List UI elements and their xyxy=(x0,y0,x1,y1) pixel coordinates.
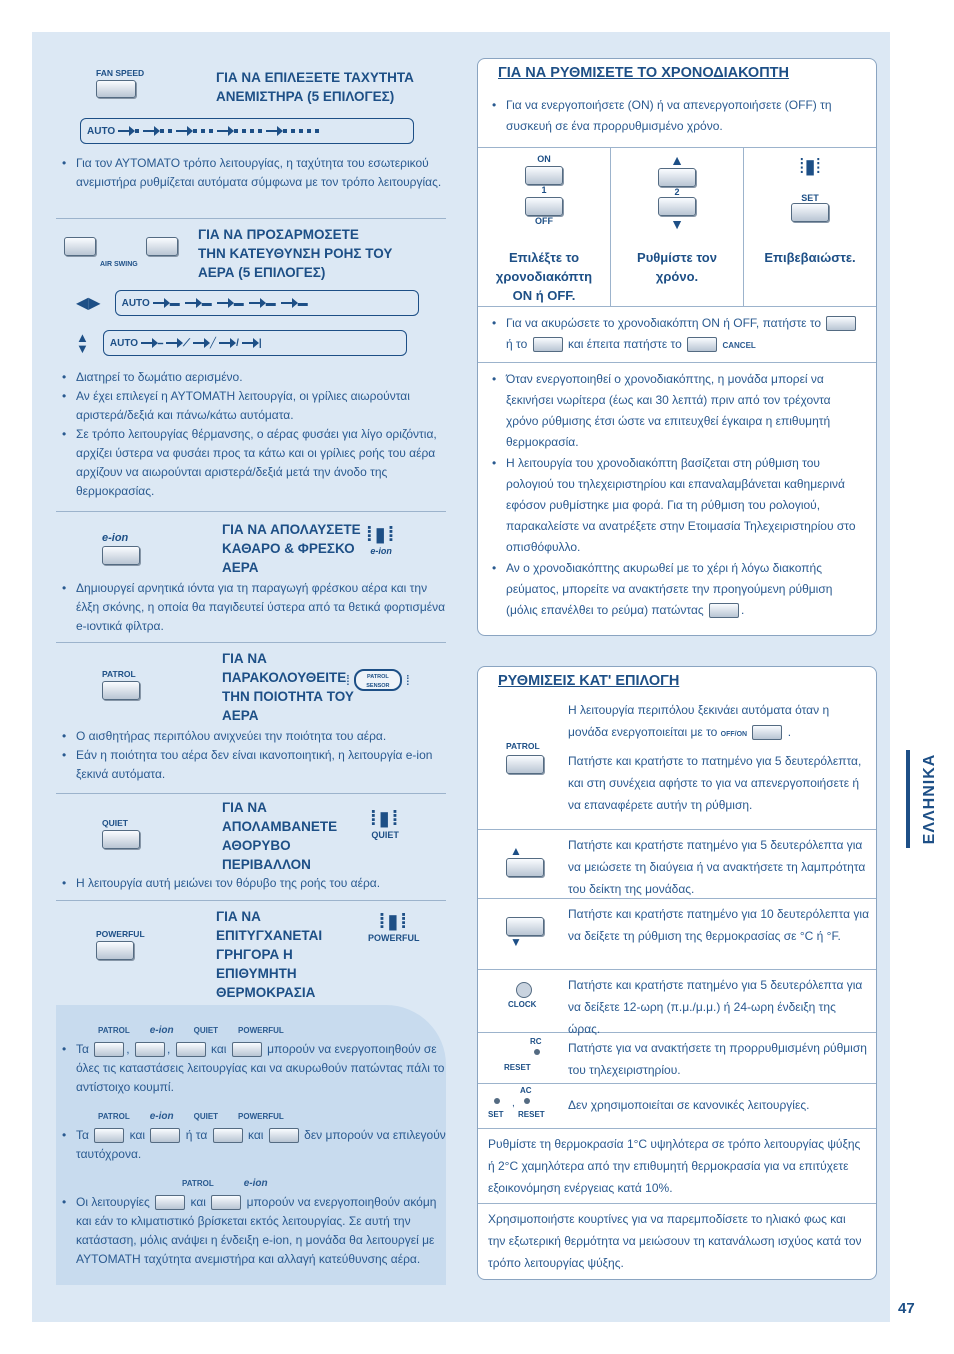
caption-line: ON ή OFF. xyxy=(512,288,576,303)
timer-down-button[interactable] xyxy=(658,197,696,216)
fan-speed-bullets xyxy=(56,154,446,196)
caption-line: χρονοδιακόπτη xyxy=(495,269,593,284)
option-patrol xyxy=(478,695,876,830)
fan-speed-button-label: FAN SPEED xyxy=(96,68,145,78)
quiet-button[interactable] xyxy=(102,830,140,849)
page-number: 47 xyxy=(898,1300,915,1317)
powerful-title-5: ΘΕΡΜΟΚΡΑΣΙΑ xyxy=(216,985,316,1000)
note-2-post: δεν μπορούν να επιλεγούν ταυτόχρονα. xyxy=(76,1128,446,1161)
label-quiet: QUIET xyxy=(193,1026,219,1035)
clock-button[interactable] xyxy=(516,982,532,998)
note-1-button-labels xyxy=(98,1021,446,1040)
powerful-button-inline xyxy=(232,1042,262,1057)
timer-on-button[interactable] xyxy=(525,166,563,185)
timer-step-1 xyxy=(478,148,610,306)
caption-line: χρόνο. xyxy=(655,269,699,284)
label-patrol: PATROL xyxy=(98,1026,130,1035)
air-swing-lr-button[interactable] xyxy=(64,237,96,256)
ac-label: AC xyxy=(520,1086,532,1095)
left-column xyxy=(56,56,446,1269)
options-panel xyxy=(477,666,877,1280)
option-patrol-text-1: Η λειτουργία περιπόλου ξεκινάει αυτόματα όταν η μονάδα ενεργοποιείται με το xyxy=(568,703,830,739)
up-triangle-icon: ▲ xyxy=(670,152,684,168)
timer-bullet: • Όταν ενεργοποιηθεί ο χρονοδιακόπτης, η μονάδα μπορεί να ξεκινήσει νωρίτερα (έως και 30 λεπτά) πριν από τον τρέχοντα χρόνο ρύθμισης έτσι ώστε να επιτευχθεί έγκαιρα η επιθυμητή θερμοκρασία. xyxy=(506,369,866,453)
energy-saving-note: Ρυθμίστε τη θερμοκρασία 1°C υψηλότερα σε τρόπο λειτουργίας ψύξης ή 2°C χαμηλότερα από την επιθυμητή θερμοκρασία για να επιτύχετε εξοικονόμηση ενέργειας κατά 10%. xyxy=(478,1129,876,1204)
air-swing-ud-button[interactable] xyxy=(146,237,178,256)
option-reset-text: Πατήστε για να ανακτήσετε τη προρρυθμισμένη ρύθμιση του τηλεχειριστηρίου. xyxy=(568,1041,867,1077)
note-3-post: μπορούν να ενεργοποιηθούν ακόμη και εάν το κλιματιστικό βρίσκεται εκτός λειτουργίας. Σε αυτή την κατάσταση, μόλις ανάψει η ένδειξη e-ion, η μονάδα θα λειτουργεί με ΑΥΤΟΜΑΤΗ ταχύτητα ανεμιστήρα και αλλαγή κατεύθυνσης αέρα. xyxy=(76,1195,437,1266)
timer-last-bullet-text: Αν ο χρονοδιακόπτης ακυρωθεί με το χέρι ή λόγω διακοπής ρεύματος, μπορείτε να ανακτήσετε την προηγούμενη ρύθμιση (μόλις επανέλθει το ρεύμα) πατώντας xyxy=(506,561,833,617)
note-1: PATROL e-ion QUIET POWERFUL • Τα , , και μπορούν να ενεργοποιηθούν σε όλες τις καταστάσεις λειτουργίας και να ακυρωθούν πατώντας πάλι το αντίστοιχο κουμπί. xyxy=(56,1021,446,1097)
timer-on-label: ON xyxy=(537,154,551,164)
timer-num-2: 2 xyxy=(674,187,680,197)
air-swing-section xyxy=(56,219,446,512)
air-swing-bullet: • Αν έχει επιλεγεί η ΑΥΤΟΜΑΤΗ λειτουργία, οι γρίλιες αιωρούνται αριστερά/δεξιά και πάνω/κάτω αυτόματα. xyxy=(76,387,446,425)
option-patrol-button[interactable] xyxy=(506,755,544,774)
lr-swing-row: ◀▶ AUTO ▬ ▬ ▬ ▬ ▬ xyxy=(76,290,446,316)
powerful-title-1: ΓΙΑ ΝΑ xyxy=(216,909,261,924)
note-1-post: μπορούν να ενεργοποιηθούν σε όλες τις καταστάσεις λειτουργίας και να ακυρωθούν πατώντας πάλι το αντίστοιχο κουμπί. xyxy=(76,1042,445,1094)
set-button[interactable] xyxy=(494,1098,500,1104)
cancel-button-label: CANCEL xyxy=(722,341,756,350)
option-ac-reset xyxy=(478,1084,876,1129)
sidebar-label: ΕΛΛΗΝΙΚΑ xyxy=(921,753,938,845)
note-2-and2: και xyxy=(248,1128,264,1142)
lr-seq-auto: AUTO xyxy=(121,297,150,309)
fan-seq-auto: AUTO xyxy=(87,125,116,137)
air-swing-title-1: ΓΙΑ ΝΑ ΠΡΟΣΑΡΜΟΣΕΤΕ xyxy=(198,227,359,242)
fan-speed-title-2: ΑΝΕΜΙΣΤΗΡΑ (5 ΕΠΙΛΟΓΕΣ) xyxy=(216,89,395,104)
label-patrol: PATROL xyxy=(182,1179,214,1188)
timer-bullet: • Αν ο χρονοδιακόπτης ακυρωθεί με το χέρι ή λόγω διακοπής ρεύματος, μπορείτε να ανακτήσετε την προηγούμενη ρύθμιση (μόλις επανέλθει το ρεύμα) πατώντας . xyxy=(506,558,866,621)
quiet-title-3: ΑΘΟΡΥΒΟ xyxy=(222,838,291,853)
arrow-icon xyxy=(143,130,157,132)
patrol-bullet: • Ο αισθητήρας περιπόλου ανιχνεύει την ποιότητα του αέρα. xyxy=(76,727,446,746)
reset-label: RESET xyxy=(504,1063,531,1072)
quiet-button-inline xyxy=(213,1128,243,1143)
option-up-icon-cell xyxy=(478,830,562,898)
timer-off-label: OFF xyxy=(535,216,553,226)
powerful-button-inline xyxy=(269,1128,299,1143)
option-clock-text: Πατήστε και κρατήστε πατημένο για 5 δευτερόλεπτα για να δείξετε 12-ωρη (π.μ./μ.μ.) ή 24-ωρη ένδειξη της ώρας. xyxy=(568,978,863,1036)
ud-seq-auto: AUTO xyxy=(109,337,139,349)
option-patrol-label: PATROL xyxy=(506,741,540,751)
note-3-and: και xyxy=(190,1195,206,1209)
indicator-lamp-icon: ⁞▮⁞ xyxy=(366,524,397,546)
down-triangle-icon: ▼ xyxy=(510,935,522,949)
powerful-indicator-label: POWERFUL xyxy=(368,933,420,943)
powerful-button-label: POWERFUL xyxy=(96,929,145,939)
rc-label: RC xyxy=(530,1037,542,1046)
air-swing-title-3: ΑΕΡΑ (5 ΕΠΙΛΟΓΕΣ) xyxy=(198,265,326,280)
timer-bullets xyxy=(478,363,876,627)
rc-reset-button[interactable] xyxy=(534,1049,540,1055)
note-1-and: και xyxy=(210,1042,227,1056)
left-right-arrow-icon: ◀▶ xyxy=(76,295,101,312)
cancel-or: ή xyxy=(506,337,513,351)
eion-section xyxy=(56,512,446,643)
timer-cancel-list xyxy=(478,307,876,363)
fan-speed-section xyxy=(56,56,446,219)
note-2: PATROL e-ion QUIET POWERFUL • Τα και ή τα και δεν μπορούν να επιλεγούν ταυτόχρονα. xyxy=(56,1107,446,1164)
timer-title: ΓΙΑ ΝΑ ΡΥΘΜΙΣΕΤΕ ΤΟ ΧΡΟΝΟΔΙΑΚΟΠΤΗ xyxy=(498,65,790,81)
caption-line: Ρυθμίστε τον xyxy=(637,250,717,265)
option-down-button[interactable] xyxy=(506,917,544,936)
timer-step-2 xyxy=(610,148,743,306)
indicator-lamp-icon: ⁞▮⁞ xyxy=(798,156,822,178)
clock-label: CLOCK xyxy=(508,1000,537,1009)
up-triangle-icon: ▲ xyxy=(510,844,522,858)
on-button-inline xyxy=(826,316,856,331)
cancel-pre: Για να ακυρώσετε το χρονοδιακόπτη ON ή OFF, πατήστε το xyxy=(506,316,822,330)
option-rc-reset xyxy=(478,1033,876,1084)
down-triangle-icon: ▼ xyxy=(670,216,684,232)
eion-title-2: ΚΑΘΑΡΟ & ΦΡΕΣΚΟ xyxy=(222,541,355,556)
eion-button-inline xyxy=(135,1042,165,1057)
notes-section xyxy=(56,1011,446,1269)
air-swing-bullets xyxy=(56,368,446,505)
arrow-icon xyxy=(266,130,280,132)
note-2-pre: Τα xyxy=(76,1128,89,1142)
powerful-title-2: ΕΠΙΤΥΓΧΑΝΕΤΑΙ xyxy=(216,928,323,943)
patrol-sensor-label: PATROL SENSOR xyxy=(354,669,402,691)
curtains-note: Χρησιμοποιήστε κουρτίνες για να παρεμποδίσετε το ηλιακό φως και την εξωτερική θερμότητα να μειώσουν τη κατανάλωση ισχύος κατά τον τρόπο λειτουργίας ψύξης. xyxy=(488,1212,862,1270)
cancel-to: το xyxy=(516,337,528,351)
set-button-inline xyxy=(709,603,739,618)
reset-label: RESET xyxy=(518,1110,545,1119)
eion-title-1: ΓΙΑ ΝΑ ΑΠΟΛΑΥΣΕΤΕ xyxy=(222,522,361,537)
option-down-text: Πατήστε και κρατήστε πατημένο για 10 δευτερόλεπτα για να δείξετε τη ρύθμιση της θερμοκρασίας σε °C ή °F. xyxy=(568,907,870,943)
offon-button-inline xyxy=(752,725,782,740)
signal-right-icon: ⁞ xyxy=(405,672,410,688)
quiet-title-2: ΑΠΟΛΑΜΒΑΝΕΤΕ xyxy=(222,819,338,834)
patrol-button-inline xyxy=(155,1195,185,1210)
eion-button[interactable] xyxy=(102,546,140,565)
offon-label: OFF/ON xyxy=(720,731,748,738)
option-up xyxy=(478,830,876,899)
patrol-bullet: • Εάν η ποιότητα του αέρα δεν είναι ικανοποιητική, η λειτουργία e-ion ξεκινά αυτόματα. xyxy=(76,746,446,784)
separator: , xyxy=(512,1098,515,1109)
eion-indicator xyxy=(366,524,396,556)
air-swing-bullet: • Σε τρόπο λειτουργίας θέρμανσης, ο αέρας φυσάει για λίγο οριζόντια, αρχίζει ύστερα να φυσάει προς τα κάτω και οι γρίλιες ροής του αέρα αρχίζουν να αιωρούνται αριστερά/δεξιά μετά την άνοδο της θερμοκρασίας. xyxy=(76,425,446,501)
quiet-bullet: • Η λειτουργία αυτή μειώνει τον θόρυβο της ροής του αέρα. xyxy=(76,874,446,893)
air-swing-title-2: ΤΗΝ ΚΑΤΕΥΘΥΝΣΗ ΡΟΗΣ ΤΟΥ xyxy=(198,246,393,261)
patrol-bullets xyxy=(56,727,446,788)
patrol-button[interactable] xyxy=(102,681,140,700)
timer-set-button[interactable] xyxy=(791,203,829,222)
quiet-bullets xyxy=(56,874,446,897)
option-down-icon-cell xyxy=(478,899,562,969)
timer-step-3 xyxy=(743,148,876,306)
quiet-title-4: ΠΕΡΙΒΑΛΛΟΝ xyxy=(222,857,311,872)
note-2-or: ή τα xyxy=(185,1128,208,1142)
powerful-section xyxy=(56,901,446,1011)
arrow-icon xyxy=(217,130,231,132)
patrol-button-inline xyxy=(94,1128,124,1143)
up-down-arrow-icon: ▲ ▼ xyxy=(76,330,89,356)
ud-swing-row: ▲ ▼ AUTO ⎯ ⟋ ╱ / | xyxy=(76,330,446,356)
note-3-button-labels xyxy=(182,1174,446,1193)
indicator-lamp-icon: ⁞▮⁞ xyxy=(378,911,409,933)
signal-left-icon: ⁞ xyxy=(346,672,350,688)
arrow-icon xyxy=(176,130,190,132)
label-eion: e-ion xyxy=(149,1025,174,1036)
eion-button-label: e-ion xyxy=(102,532,129,544)
eion-indicator-label: e-ion xyxy=(370,546,392,556)
option-patrol-text: Η λειτουργία περιπόλου ξεκινάει αυτόματα όταν η μονάδα ενεργοποιείται με το OFF/ON . Πατήστε και κρατήστε το πατημένο για 5 δευτερόλεπτα, και στη συνέχεια αφήστε το για να απενεργοποιήσετε ή να επαναφέρετε αυτήν τη ρύθμιση. xyxy=(562,695,876,829)
quiet-title-1: ΓΙΑ ΝΑ xyxy=(222,800,267,815)
ac-reset-button[interactable] xyxy=(524,1098,530,1104)
powerful-title-3: ΓΡΗΓΟΡΑ Η xyxy=(216,947,293,962)
indicator-lamp-icon: ⁞▮⁞ xyxy=(370,808,401,830)
label-quiet: QUIET xyxy=(193,1112,219,1121)
label-powerful: POWERFUL xyxy=(238,1112,284,1121)
note-1-pre: Τα xyxy=(76,1042,89,1056)
eion-bullet: • Δημιουργεί αρνητικά ιόντα για τη παραγωγή φρέσκου αέρα και την έλξη σκόνης, η οποία θα παγιδευτεί ύστερα από τα θετικά φορτισμένα e-ιοντικά φίλτρα. xyxy=(76,579,446,636)
caption-line: Επιλέξτε το xyxy=(508,250,580,265)
sidebar-bar xyxy=(906,750,910,848)
option-rc-reset-icon-cell xyxy=(478,1033,562,1083)
eion-button-inline xyxy=(211,1195,241,1210)
note-2-button-labels xyxy=(98,1107,446,1126)
eion-button-inline xyxy=(150,1128,180,1143)
option-clock xyxy=(478,970,876,1036)
label-eion: e-ion xyxy=(243,1178,268,1189)
timer-intro-list xyxy=(478,87,876,147)
patrol-title-1: ΓΙΑ ΝΑ xyxy=(222,651,267,666)
option-clock-icon-cell xyxy=(478,970,562,1032)
timer-bullet: • Η λειτουργία του χρονοδιακόπτη βασίζεται στη ρύθμιση του ρολογιού του τηλεχειριστηρίου και επαναλαμβάνεται καθημερινά εφόσον ρυθμίστηκε μια φορά. Για τη ρύθμιση του ρολογιού, παρακαλείστε να ανατρέξετε στην Ετοιμασία Τηλεχειριστηρίου στο οπισθόφυλλο. xyxy=(506,453,866,558)
timer-set-label: SET xyxy=(801,193,819,203)
patrol-title-3: ΤΗΝ ΠΟΙΟΤΗΤΑ ΤΟΥ xyxy=(222,689,354,704)
set-label: SET xyxy=(488,1110,504,1119)
timer-steps xyxy=(478,147,876,307)
note-3: PATROL e-ion • Οι λειτουργίες και μπορούν να ενεργοποιηθούν ακόμη και εάν το κλιματιστικό βρίσκεται εκτός λειτουργίας. Σε αυτή την κατάσταση, μόλις ανάψει η ένδειξη e-ion, η μονάδα θα λειτουργεί με ΑΥΤΟΜΑΤΗ ταχύτητα ανεμιστήρα και αλλαγή κατεύθυνσης αέρα. xyxy=(56,1174,446,1269)
option-patrol-icon-cell xyxy=(478,695,562,829)
timer-step-3-caption: Επιβεβαιώστε. xyxy=(764,250,856,265)
off-button-inline xyxy=(533,337,563,352)
timer-num-1: 1 xyxy=(541,185,547,195)
option-up-button[interactable] xyxy=(506,858,544,877)
quiet-button-label: QUIET xyxy=(102,818,128,828)
powerful-title-4: ΕΠΙΘΥΜΗΤΗ xyxy=(216,966,297,981)
option-ac-reset-icon-cell xyxy=(478,1084,562,1128)
label-patrol: PATROL xyxy=(98,1112,130,1121)
powerful-indicator xyxy=(368,911,420,943)
fan-speed-button[interactable] xyxy=(96,80,136,98)
option-patrol-text-2: Πατήστε και κρατήστε το πατημένο για 5 δευτερόλεπτα, και στη συνέχεια αφήστε το για να απενεργοποιήσετε ή να επαναφέρετε αυτήν τη ρύθμιση. xyxy=(568,754,862,812)
arrow-icon xyxy=(118,130,132,132)
cancel-button-inline xyxy=(687,337,717,352)
label-powerful: POWERFUL xyxy=(238,1026,284,1035)
patrol-button-inline xyxy=(94,1042,124,1057)
cancel-then: και έπειτα πατήστε το xyxy=(567,337,682,351)
fan-speed-bullet: • Για τον ΑΥΤΟΜΑΤΟ τρόπο λειτουργίας, η ταχύτητα του εσωτερικού ανεμιστήρα ρυθμίζεται αυτόματα σύμφωνα με τον τρόπο λειτουργίας. xyxy=(76,154,446,192)
quiet-section xyxy=(56,794,446,901)
fan-speed-sequence xyxy=(80,118,414,144)
air-swing-bullet: • Διατηρεί το δωμάτιο αερισμένο. xyxy=(76,368,446,387)
eion-title-3: ΑΕΡΑ xyxy=(222,560,259,575)
patrol-title-4: ΑΕΡΑ xyxy=(222,708,259,723)
options-title: ΡΥΘΜΙΣΕΙΣ ΚΑΤ' ΕΠΙΛΟΓΗ xyxy=(498,673,680,689)
eion-bullets xyxy=(56,579,446,640)
timer-up-button[interactable] xyxy=(658,168,696,187)
patrol-button-label: PATROL xyxy=(102,669,136,679)
option-up-text: Πατήστε και κρατήστε πατημένο για 5 δευτερόλεπτα για να μειώσετε τη διαύγεια ή να ανακτήσετε τη λαμπρότητα του δείκτη της μονάδας. xyxy=(568,838,866,896)
quiet-indicator-label: QUIET xyxy=(371,830,399,840)
patrol-title-2: ΠΑΡΑΚΟΛΟΥΘΕΙΤΕ xyxy=(222,670,347,685)
note-3-pre: Οι λειτουργίες xyxy=(76,1195,150,1209)
timer-off-button[interactable] xyxy=(525,197,563,216)
timer-intro: • Για να ενεργοποιήσετε (ON) ή να απενεργοποιήσετε (OFF) τη συσκευή σε ένα προρρυθμισμένο χρόνο. xyxy=(506,95,866,137)
patrol-section xyxy=(56,643,446,794)
note-2-and: και xyxy=(129,1128,146,1142)
timer-step-1-caption xyxy=(478,248,610,305)
timer-step-2-caption xyxy=(611,248,743,286)
air-swing-button-label: AIR SWING xyxy=(100,261,138,268)
label-eion: e-ion xyxy=(149,1111,174,1122)
option-ac-text: Δεν χρησιμοποιείται σε κανονικές λειτουργίες. xyxy=(568,1098,810,1112)
option-down xyxy=(478,899,876,970)
fan-speed-title-1: ΓΙΑ ΝΑ ΕΠΙΛΕΞΕΤΕ ΤΑΧΥΤΗΤΑ xyxy=(216,70,414,85)
language-sidebar xyxy=(900,750,954,848)
powerful-button[interactable] xyxy=(96,941,134,960)
quiet-indicator xyxy=(370,808,400,840)
timer-cancel xyxy=(506,313,866,356)
patrol-sensor-indicator xyxy=(346,669,410,691)
quiet-button-inline xyxy=(176,1042,206,1057)
timer-panel xyxy=(477,58,877,636)
